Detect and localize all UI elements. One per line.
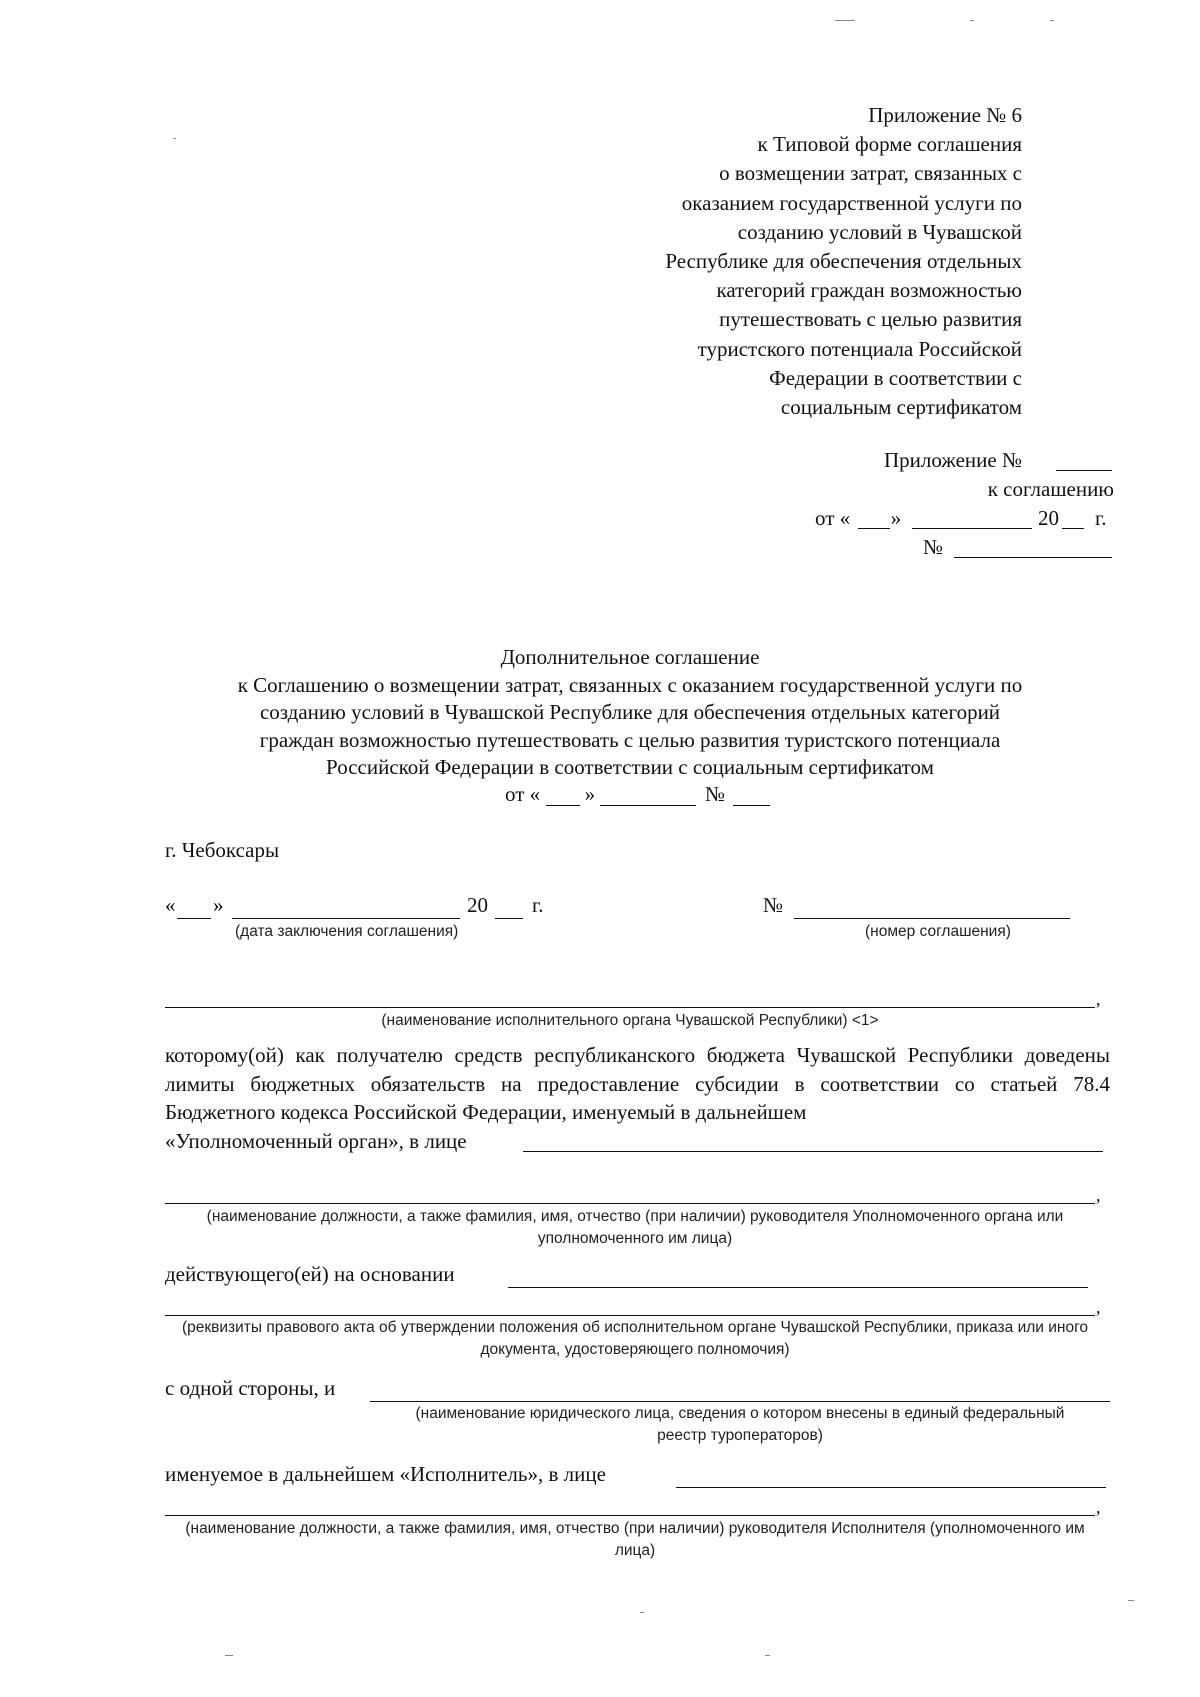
scan-speck — [1050, 20, 1054, 21]
appendix-header-line: путешествовать с целью развития — [719, 307, 1022, 332]
paragraph-recipient: которому(ой) как получателю средств республиканского бюджета Чувашской Республики доведены лимиты бюджетных обязательств на предоставление субсидии в соответствии со статьей 78.4 Бюджетного кодекса Российской Федерации, именуемый в дальнейшем — [165, 1043, 1110, 1124]
appendix-header-line: категорий граждан возможностью — [716, 278, 1022, 303]
date-row-close: » — [213, 893, 224, 917]
scan-speck — [1128, 1600, 1134, 1601]
date-row-day-field[interactable] — [177, 918, 211, 919]
date-close-quote: » — [890, 506, 902, 530]
appendix-header-line: о возмещении затрат, связанных с — [719, 161, 1022, 186]
agreement-appendix-day-field[interactable] — [858, 528, 890, 529]
one-side: с одной стороны, и — [165, 1376, 336, 1400]
appendix-header-line: туристского потенциала Российской — [697, 336, 1022, 361]
executor-head-caption: (наименование должности, а также фамилия, имя, отчество (при наличии) руководителя Исполнителя (уполномоченного им лица) — [185, 1520, 1085, 1559]
executor-person-field[interactable] — [676, 1487, 1106, 1488]
city: г. Чебоксары — [165, 838, 280, 862]
head-name-field[interactable] — [165, 1203, 1095, 1204]
scan-speck — [835, 20, 855, 21]
authority-comma: , — [1096, 989, 1101, 1009]
executor-head-comma: , — [1096, 1497, 1101, 1517]
date-row-open: « — [165, 893, 176, 917]
acting-on-basis: действующего(ей) на основании — [165, 1262, 455, 1286]
agreement-appendix-month-field[interactable] — [912, 528, 1032, 529]
basis-field[interactable] — [508, 1287, 1088, 1288]
authority-name-field[interactable] — [165, 1007, 1095, 1008]
year-prefix: 20 — [1038, 506, 1059, 530]
date-row-year-suffix: г. — [532, 893, 544, 917]
title-day-field[interactable] — [546, 805, 580, 806]
executor-head-field[interactable] — [165, 1515, 1095, 1516]
title-line: граждан возможностью путешествовать с целью развития туристского потенциала — [259, 727, 1001, 752]
appendix-header-line: Приложение № 6 — [868, 103, 1022, 127]
agreement-appendix-year-field[interactable] — [1062, 528, 1084, 529]
appendix-header-line: социальным сертификатом — [780, 395, 1022, 420]
scan-speck — [225, 1655, 233, 1656]
title-number-label: № — [705, 782, 726, 806]
date-row-number-label: № — [763, 893, 784, 917]
document-title — [150, 644, 1110, 782]
title-month-field[interactable] — [600, 805, 696, 806]
head-caption: (наименование должности, а также фамилия, имя, отчество (при наличии) руководителя Уполномоченного органа или уполномоченного им лица) — [206, 1208, 1064, 1247]
appendix-header-line: созданию условий в Чувашской — [737, 219, 1022, 244]
legal-act-caption: (реквизиты правового акта об утверждении положения об исполнительном органе Чувашской Республики, приказа или иного документа, удостоверяющего полномочия) — [181, 1319, 1089, 1358]
authorized-body-person-field[interactable] — [523, 1151, 1103, 1152]
title-date-close: » — [584, 782, 596, 806]
legal-entity-caption: (наименование юридического лица, сведения о котором внесены в единый федеральный реестр туроператоров) — [415, 1405, 1065, 1444]
appendix-header-line: Федерации в соответствии с — [769, 365, 1022, 390]
title-line: Российской Федерации в соответствии с социальным сертификатом — [326, 755, 934, 779]
title-line: созданию условий в Чувашской Республике для обеспечения отдельных категорий — [259, 700, 1001, 724]
executor-text: именуемое в дальнейшем «Исполнитель», в лице — [165, 1462, 606, 1486]
head-comma: , — [1096, 1185, 1101, 1205]
agreement-number-caption: (номер соглашения) — [865, 923, 1011, 940]
paragraph-authorized-body: «Уполномоченный орган», в лице — [165, 1129, 467, 1153]
date-open-quote: от « — [815, 506, 851, 530]
agreement-appendix-label-row — [884, 446, 1022, 475]
legal-entity-field[interactable] — [370, 1401, 1110, 1402]
appendix-header-line: к Типовой форме соглашения — [757, 132, 1022, 157]
authority-caption: (наименование исполнительного органа Чувашской Республики) <1> — [381, 1012, 879, 1029]
year-suffix: г. — [1095, 506, 1107, 530]
legal-act-comma: , — [1096, 1297, 1101, 1317]
appendix-header-line: Республике для обеспечения отдельных — [665, 249, 1022, 274]
title-line: к Соглашению о возмещении затрат, связанных с оказанием государственной услуги по — [237, 672, 1023, 697]
date-row-caption: (дата заключения соглашения) — [235, 923, 459, 940]
title-date-open: от « — [505, 782, 541, 806]
agreement-appendix-number-label: № — [923, 535, 944, 559]
scan-speck — [640, 1612, 644, 1613]
agreement-appendix-date-row — [815, 504, 1115, 534]
agreement-appendix-number-field[interactable] — [1056, 470, 1112, 471]
agreement-appendix-number-line[interactable] — [954, 557, 1112, 558]
appendix-header — [462, 101, 1022, 422]
scan-speck — [970, 20, 974, 21]
date-row-year-field[interactable] — [495, 918, 523, 919]
agreement-appendix-to: к соглашению — [987, 477, 1114, 501]
date-row-year-prefix: 20 — [467, 893, 488, 917]
title-line: Дополнительное соглашение — [500, 645, 760, 669]
agreement-appendix-label: Приложение № — [884, 448, 1022, 472]
legal-act-field[interactable] — [165, 1315, 1095, 1316]
date-row-month-field[interactable] — [232, 918, 460, 919]
scan-speck — [765, 1655, 770, 1656]
appendix-header-line: оказанием государственной услуги по — [681, 190, 1022, 215]
title-number-field[interactable] — [733, 805, 770, 806]
agreement-number-field[interactable] — [794, 918, 1070, 919]
scan-speck — [173, 138, 176, 139]
